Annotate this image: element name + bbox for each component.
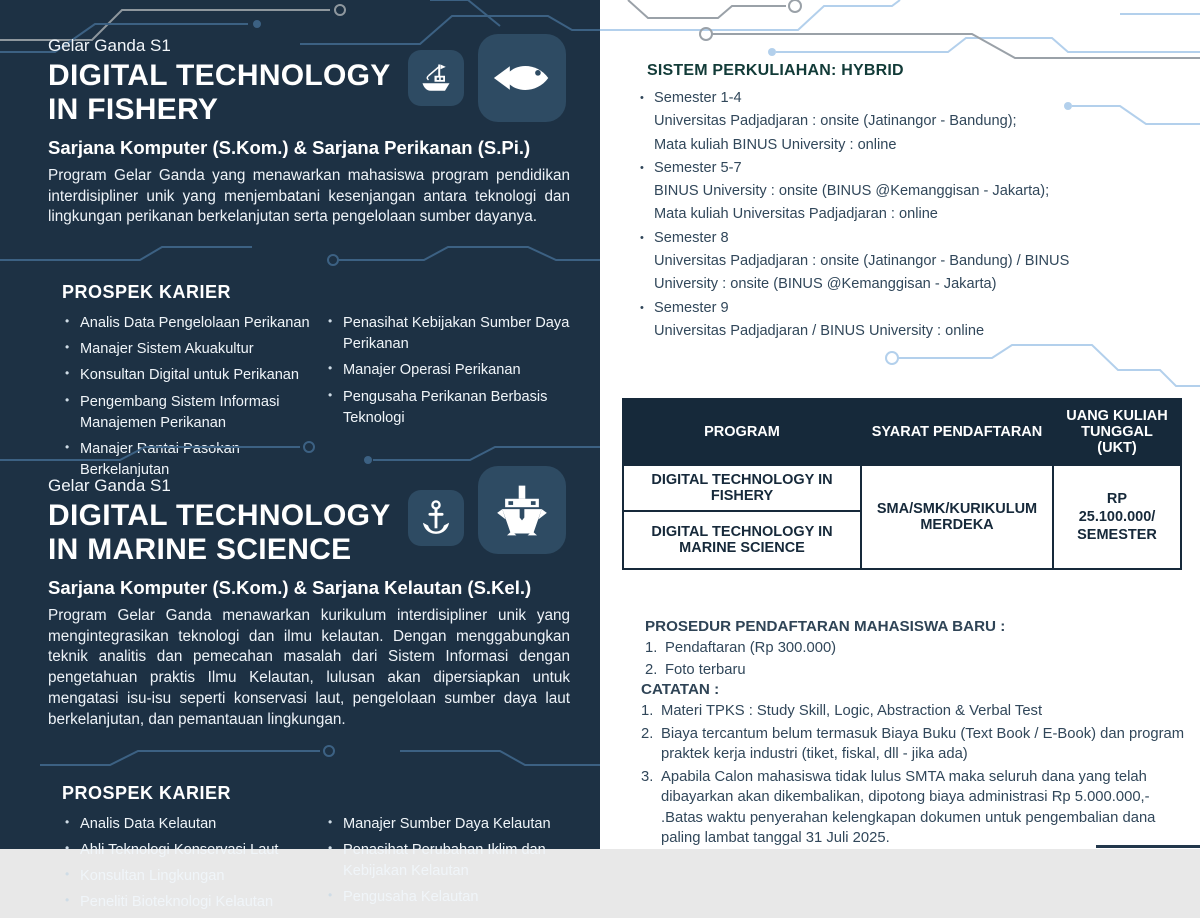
procedure-list bbox=[645, 638, 1185, 680]
semester-detail: Universitas Padjadjaran / BINUS University : online bbox=[654, 322, 985, 339]
procedure-heading: PROSEDUR PENDAFTARAN MAHASISWA BARU : bbox=[645, 618, 1006, 635]
semester-detail: Universitas Padjadjaran : onsite (Jatinangor - Bandung); bbox=[654, 113, 1017, 130]
career-heading: PROSPEK KARIER bbox=[62, 282, 232, 303]
program-eyebrow: Gelar Ganda S1 bbox=[48, 36, 171, 55]
procedure-item: Pendaftaran (Rp 300.000) bbox=[665, 640, 837, 656]
notes-section bbox=[641, 681, 1189, 851]
circuit-divider bbox=[0, 442, 600, 466]
career-item: • Analis Data Pengelolaan Perikanan bbox=[62, 313, 325, 334]
fees-tuition: RP 25.100.000/ SEMESTER bbox=[1053, 465, 1181, 569]
fees-header-tuition: UANG KULIAH TUNGGAL (UKT) bbox=[1053, 399, 1181, 465]
fish-icon bbox=[478, 34, 566, 122]
career-item: • Peneliti Bioteknologi Kelautan bbox=[62, 892, 325, 913]
fees-header-program: PROGRAM bbox=[623, 399, 861, 465]
career-list-col1 bbox=[62, 814, 325, 918]
left-panel bbox=[0, 0, 600, 911]
semester-label: • Semester 8 bbox=[638, 227, 1183, 250]
semester-label: • Semester 5-7 bbox=[638, 157, 1183, 180]
semester-item bbox=[638, 227, 1183, 297]
ship-icon bbox=[478, 466, 566, 554]
career-list-col2 bbox=[325, 814, 570, 918]
program-section-marine bbox=[0, 442, 600, 918]
note-item: Materi TPKS : Study Skill, Logic, Abstraction & Verbal Test bbox=[661, 703, 1043, 719]
career-item: • Manajer Sumber Daya Kelautan bbox=[325, 814, 570, 835]
career-item: • Analis Data Kelautan bbox=[62, 814, 325, 835]
fees-table-row bbox=[623, 465, 1181, 511]
semester-item bbox=[638, 157, 1183, 227]
semester-label: • Semester 9 bbox=[638, 297, 1183, 320]
fees-header-requirement: SYARAT PENDAFTARAN bbox=[861, 399, 1053, 465]
right-panel bbox=[600, 0, 1200, 849]
program-description: Program Gelar Ganda menawarkan kurikulum interdisipliner unik yang mengintegrasikan teknologi dan ilmu kelautan. Dengan menggabungkan teknik analitis dan pemecahan masalah dari Sistem Informasi dengan pengetahuan praktis Ilmu Kelautan, lulusan akan dipersiapkan untuk mengatasi isu-isu seperti konservasi laut, pengelolaan sumber daya laut berkelanjutan, dan pemantauan lingkungan. bbox=[48, 606, 570, 728]
lecture-system-heading: SISTEM PERKULIAHAN: HYBRID bbox=[647, 62, 904, 79]
notes-list bbox=[641, 701, 1189, 849]
career-item: • Ahli Teknologi Konservasi Laut bbox=[62, 840, 325, 861]
fees-program-fishery: DIGITAL TECHNOLOGY IN FISHERY bbox=[623, 465, 861, 511]
career-item: • Manajer Sistem Akuakultur bbox=[62, 339, 325, 360]
career-heading: PROSPEK KARIER bbox=[62, 782, 232, 803]
semester-item bbox=[638, 297, 1183, 344]
semester-label: • Semester 1-4 bbox=[638, 87, 1183, 110]
notes-heading: CATATAN : bbox=[641, 681, 720, 698]
semester-detail: Universitas Padjadjaran : onsite (Jatinangor - Bandung) / BINUS bbox=[654, 253, 1070, 270]
career-item: • Konsultan Lingkungan bbox=[62, 866, 325, 887]
note-item: Apabila Calon mahasiswa tidak lulus SMTA maka seluruh dana yang telah dibayarkan akan dikembalikan, dipotong biaya administrasi Rp 5.000.000,- .Batas waktu penyerahan kelengkapan dokumen untuk pengembalian dana paling lambat tanggal 31 Juli 2025. bbox=[661, 768, 1156, 846]
program-degrees: Sarjana Komputer (S.Kom.) & Sarjana Kelautan (S.Kel.) bbox=[48, 576, 532, 598]
career-item: • Konsultan Digital untuk Perikanan bbox=[62, 365, 325, 386]
career-item: • Manajer Rantai Pasokan Berkelanjutan bbox=[62, 439, 325, 481]
program-description: Program Gelar Ganda yang menawarkan mahasiswa program pendidikan interdisipliner unik yang menjembatani kesenjangan antara teknologi dan lingkungan perikanan berkelanjutan serta pengelolaan sumber dayanya. bbox=[48, 166, 570, 226]
registration-procedure bbox=[645, 618, 1185, 682]
semester-item bbox=[638, 87, 1183, 157]
semester-detail: Mata kuliah BINUS University : online bbox=[654, 136, 897, 153]
semester-list bbox=[638, 87, 1183, 343]
program-title: DIGITAL TECHNOLOGY IN FISHERY bbox=[48, 59, 391, 126]
program-title: DIGITAL TECHNOLOGY IN MARINE SCIENCE bbox=[48, 499, 391, 566]
fees-table bbox=[622, 398, 1182, 570]
career-item: • Pengusaha Kelautan bbox=[325, 887, 570, 908]
career-item: • Penasihat Perubahan Iklim dan Kebijakan Kelautan bbox=[325, 840, 570, 882]
fees-program-marine: DIGITAL TECHNOLOGY IN MARINE SCIENCE bbox=[623, 511, 861, 569]
program-eyebrow: Gelar Ganda S1 bbox=[48, 476, 171, 495]
circuit-divider bbox=[0, 242, 600, 270]
career-item: • Pengusaha Perikanan Berbasis Teknologi bbox=[325, 387, 570, 429]
semester-detail: Mata kuliah Universitas Padjadjaran : online bbox=[654, 206, 938, 223]
semester-detail: University : onsite (BINUS @Kemanggisan - Jakarta) bbox=[654, 276, 997, 293]
program-section-fishery bbox=[0, 0, 600, 486]
procedure-item: Foto terbaru bbox=[665, 662, 746, 678]
career-block-marine bbox=[48, 783, 570, 918]
note-item: Biaya tercantum belum termasuk Biaya Buku (Text Book / E-Book) dan program praktek kerja industri (tiket, fiskal, dll - jika ada) bbox=[661, 725, 1185, 762]
circuit-decoration-mid-right bbox=[600, 340, 1200, 400]
career-item: • Manajer Operasi Perikanan bbox=[325, 360, 570, 381]
fees-requirement: SMA/SMK/KURIKULUM MERDEKA bbox=[861, 465, 1053, 569]
fees-table-header-row bbox=[623, 399, 1181, 465]
program-degrees: Sarjana Komputer (S.Kom.) & Sarjana Perikanan (S.Pi.) bbox=[48, 136, 531, 158]
career-item: • Penasihat Kebijakan Sumber Daya Perikanan bbox=[325, 313, 570, 355]
circuit-divider bbox=[0, 745, 600, 771]
fishing-boat-icon bbox=[408, 50, 464, 106]
anchor-icon bbox=[408, 490, 464, 546]
semester-detail: BINUS University : onsite (BINUS @Kemanggisan - Jakarta); bbox=[654, 183, 1050, 200]
career-item: • Pengembang Sistem Informasi Manajemen Perikanan bbox=[62, 392, 325, 434]
bottom-right-edge-line bbox=[1096, 845, 1200, 848]
